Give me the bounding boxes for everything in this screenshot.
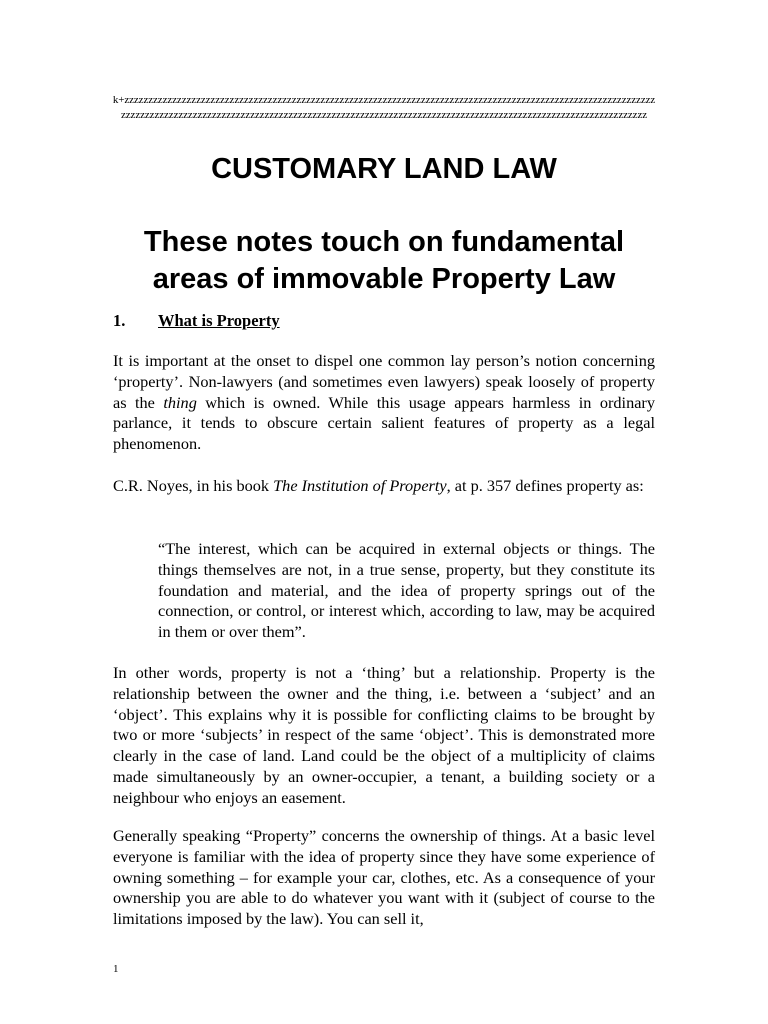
page-number: 1 [113,963,119,975]
paragraph-2-text-b: , at p. 357 defines property as: [446,476,644,495]
section-number: 1. [113,311,126,330]
document-title: CUSTOMARY LAND LAW [211,153,557,185]
document-subtitle: These notes touch on fundamental areas of immovable Property Law [143,226,625,295]
paragraph-4: Generally speaking “Property” concerns the ownership of things. At a basic level everyone is familiar with the idea of property since they have some experience of owning something – for example your car, clothes, etc. As a consequence of your ownership you are able to do whatever you want with it (subject of course to the limitations imposed by the law). You can sell it, [113,826,655,929]
header-text: k+zzzzzzzzzzzzzzzzzzzzzzzzzzzzzzzzzzzzzzzzzzzzzzzzzzzzzzzzzzzzzzzzzzzzzzzzzzzzzzzzzzzzzzzzzzzzzzzzzzzzzzzzzzzzzzzzzzzzzzzzzzzzzzzzzzzzzzzzzzzzzzzzzzzzzzzzzzzzzzzzzzzzzzzzzzzzzzzzzzzzzzzzzzzzzzzzzzzzzzzzzzzzzzzzzzzzzzzzzzzzz [112,94,656,121]
section-heading-text: What is Property [158,311,280,330]
paragraph-2 [113,476,655,497]
paragraph-2-text-a: C.R. Noyes, in his book [113,476,274,495]
block-quote: “The interest, which can be acquired in external objects or things. The things themselves are not, in a true sense, property, but they constitute its foundation and material, and the idea of property springs out of the connection, or control, or interest which, according to law, may be acquired in them or over them”. [158,539,655,642]
paragraph-1 [113,351,655,455]
paragraph-1-text-b: which is owned. While this usage appears harmless in ordinary parlance, it tends to obscure certain salient features of property as a legal phenomenon. [113,392,655,454]
section-heading [113,310,653,332]
book-title: The Institution of Property [273,476,447,495]
paragraph-1-emphasis: thing [163,392,197,412]
paragraph-1-text-a: It is important at the onset to dispel one common lay person’s notion concerning ‘property’. Non-lawyers (and sometimes even lawyers) speak loosely of property as the [113,351,655,412]
paragraph-3: In other words, property is not a ‘thing’ but a relationship. Property is the relationship between the owner and the thing, i.e. between a ‘subject’ and an ‘object’. This explains why it is possible for conflicting claims to be brought by two or more ‘subjects’ in respect of the same ‘object’. This is demonstrated more clearly in the case of land. Land could be the object of a multiplicity of claims made simultaneously by an owner-occupier, a tenant, a building society or a neighbour who enjoys an easement. [113,663,655,807]
